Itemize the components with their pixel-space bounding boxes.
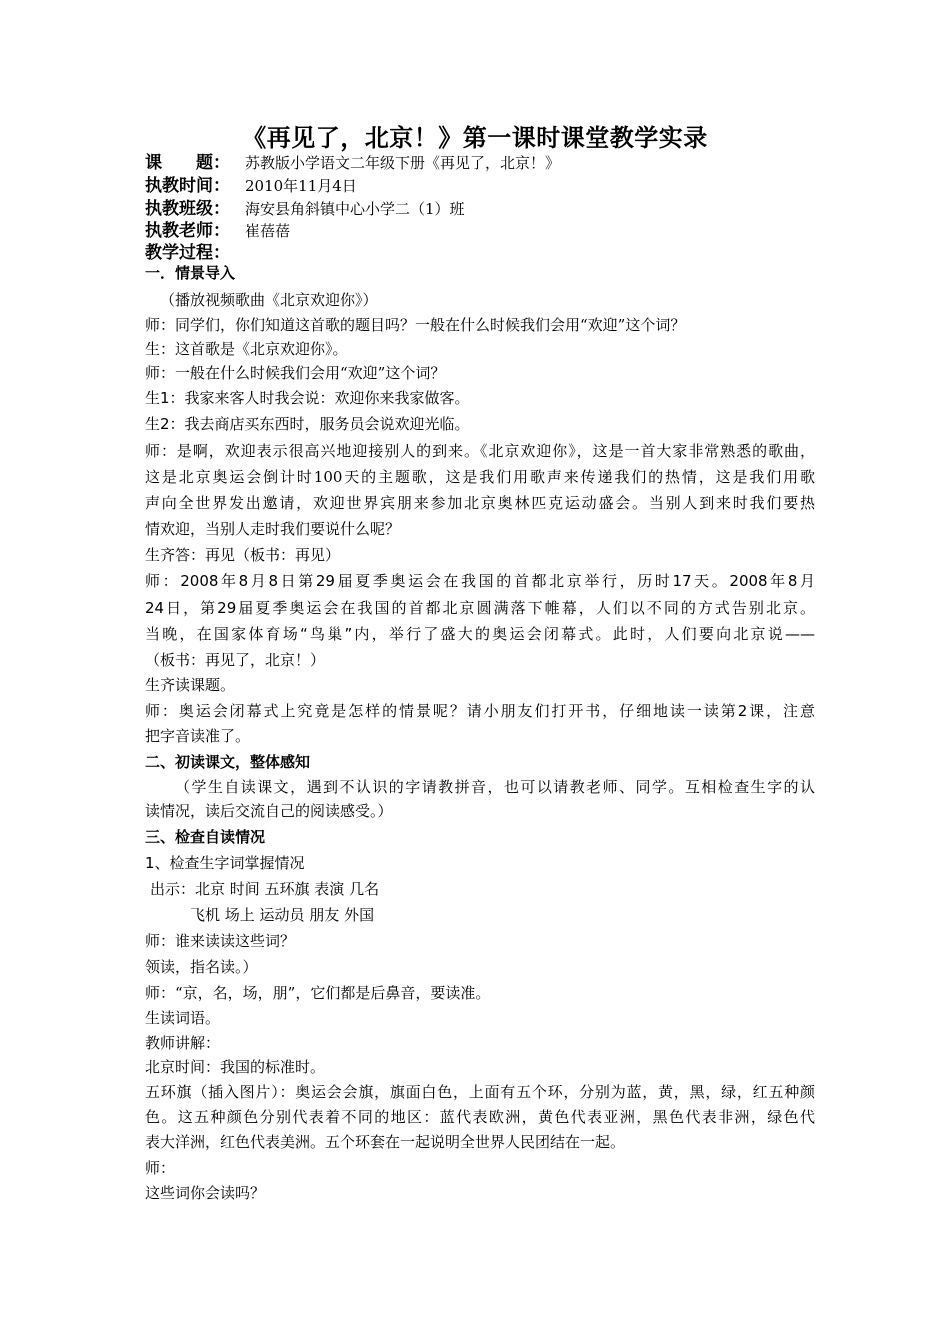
text-line: 师：2008年8月8日第29届夏季奥运会在我国的首都北京举行，历时17天。2008年8月 (145, 572, 815, 590)
text-line: （板书：再见了，北京！） (145, 651, 326, 669)
text-line: 当晚，在国家体育场“鸟巢”内，举行了盛大的奥运会闭幕式。此时，人们要向北京说—— (145, 625, 815, 643)
section-heading-1: 一．情景导入 (145, 264, 236, 282)
text-line: 表大洋洲，红色代表美洲。五个环套在一起说明全世界人民团结在一起。 (145, 1133, 626, 1151)
text-line: 师：“京，名，场，朋”，它们都是后鼻音，要读准。 (145, 984, 491, 1002)
text-line: （播放视频歌曲《北京欢迎你》） (160, 291, 378, 309)
text-line: 师：一般在什么时候我们会用“欢迎”这个词？ (145, 364, 446, 382)
text-line: 五环旗（插入图片）：奥运会会旗，旗面白色，上面有五个环，分别为蓝，黄，黑，绿，红五种颜 (145, 1083, 815, 1101)
process-row (145, 243, 815, 263)
text-line: 生1：我家来客人时我会说：欢迎你来我家做客。 (145, 389, 470, 407)
text-line: 24日，第29届夏季奥运会在我国的首都北京圆满落下帷幕，人们以不同的方式告别北京。 (145, 599, 815, 617)
text-line: 生2：我去商店买东西时，服务员会说欢迎光临。 (145, 415, 470, 433)
text-line: 师：谁来读读这些词？ (145, 932, 296, 950)
text-line: 师： (145, 1159, 176, 1177)
text-line: 读情况，读后交流自己的阅读感受。） (145, 802, 393, 820)
document-title: 《再见了，北京！》第一课时课堂教学实录 (242, 124, 708, 152)
topic-row (145, 153, 815, 173)
class-label: 执教班级： (145, 199, 230, 219)
text-line: 这些词你会读吗？ (145, 1184, 266, 1202)
text-line: 生读词语。 (145, 1009, 221, 1027)
process-label: 教学过程： (145, 243, 230, 263)
text-line: 情欢迎，当别人走时我们要说什么呢？ (145, 520, 401, 538)
text-line: 1、检查生字词掌握情况 (145, 854, 305, 872)
time-label: 执教时间： (145, 176, 230, 196)
text-line: 把字音读准了。 (145, 727, 251, 745)
time-value: 2010年11月4日 (245, 177, 357, 195)
teacher-label: 执教老师： (145, 221, 230, 241)
teacher-value: 崔蓓蓓 (245, 222, 291, 240)
time-row (145, 176, 815, 196)
word-list-1: 出示：北京 时间 五环旗 表演 几名 (150, 880, 380, 898)
text-line: （学生自读课文，遇到不认识的字请教拼音，也可以请教老师、同学。互相检查生字的认 (175, 778, 815, 796)
section-heading-2: 二、初读课文，整体感知 (145, 753, 311, 771)
text-line: 领读，指名读。） (145, 958, 258, 976)
text-line: 色。这五种颜色分别代表着不同的地区：蓝代表欧洲，黄色代表亚洲，黑色代表非洲，绿色代 (145, 1108, 815, 1126)
topic-value: 苏教版小学语文二年级下册《再见了，北京！》 (245, 154, 561, 172)
text-line: 生：这首歌是《北京欢迎你》。 (145, 340, 348, 358)
text-line: 师：同学们，你们知道这首歌的题目吗？一般在什么时候我们会用“欢迎”这个词？ (145, 316, 686, 334)
section-heading-3: 三、检查自读情况 (145, 828, 266, 846)
text-line: 教师讲解： (145, 1034, 221, 1052)
text-line: 师：是啊，欢迎表示很高兴地迎接别人的到来。《北京欢迎你》，这是一首大家非常熟悉的歌曲， (145, 442, 815, 460)
text-line: 师：奥运会闭幕式上究竟是怎样的情景呢？请小朋友们打开书，仔细地读一读第2课，注意 (145, 702, 815, 720)
text-line: 北京时间：我国的标准时。 (145, 1058, 326, 1076)
word-list-2: 飞机 场上 运动员 朋友 外国 (190, 906, 375, 924)
text-line: 生齐答：再见（板书：再见） (145, 546, 341, 564)
class-row (145, 199, 815, 219)
text-line: 这是北京奥运会倒计时100天的主题歌，这是我们用歌声来传递我们的热情，这是我们用歌 (145, 468, 815, 486)
text-line: 声向全世界发出邀请，欢迎世界宾朋来参加北京奥林匹克运动盛会。当别人到来时我们要热 (145, 494, 815, 512)
text-line: 生齐读课题。 (145, 676, 236, 694)
teacher-row (145, 221, 815, 241)
topic-label: 课 题： (145, 153, 230, 173)
class-value: 海安县角斜镇中心小学二（1）班 (245, 200, 465, 218)
